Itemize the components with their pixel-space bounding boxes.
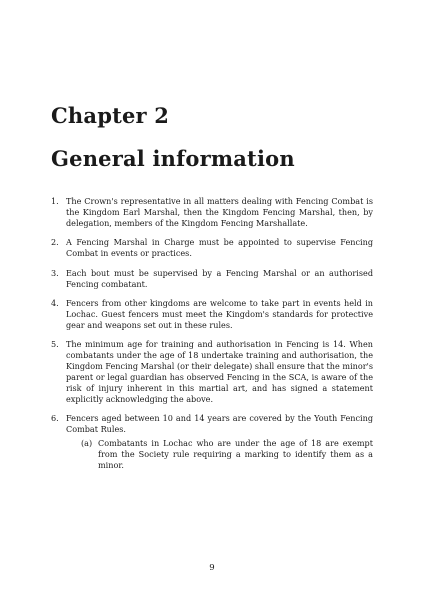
rule-text: A Fencing Marshal in Charge must be appointed to supervise Fencing Combat in events or practices.: [66, 237, 373, 259]
page-number: 9: [209, 563, 215, 573]
rule-text: The minimum age for training and authorisation in Fencing is 14. When combatants under the age of 18 undertake training and authorisation, the Kingdom Fencing Marshal (or their delegate) shall ensure that the minor's parent or legal guardian has observed Fencing in the SCA, is aware of the risk of injury inherent in this martial art, and has signed a statement explicitly acknowledging the above.: [66, 339, 373, 404]
rule-item: [51, 298, 373, 331]
sub-rule-item: [66, 438, 373, 471]
rules-list: [51, 196, 373, 480]
rule-text: Each bout must be supervised by a Fencing Marshal or an authorised Fencing combatant.: [66, 267, 373, 289]
sub-rule-text: Combatants in Lochac who are under the age of 18 are exempt from the Society rule requiring a marking to identify them as a minor.: [98, 438, 373, 471]
rule-item: [51, 413, 373, 471]
rule-text: Fencers from other kingdoms are welcome to take part in events held in Lochac. Guest fencers must meet the Kingdom's standards for protective gear and weapons set out in these rules.: [66, 298, 373, 330]
rule-number: 4.: [51, 298, 59, 309]
sub-rule-number: (a): [81, 438, 93, 449]
rule-item: [51, 196, 373, 229]
rule-text: The Crown's representative in all matters dealing with Fencing Combat is the Kingdom Earl Marshal, then the Kingdom Fencing Marshal, then, by delegation, members of the Kingdom Fencing Marshallate.: [66, 196, 373, 228]
rule-item: [51, 339, 373, 404]
rule-number: 2.: [51, 237, 59, 248]
rule-number: 5.: [51, 339, 59, 350]
rule-item: [51, 268, 373, 290]
chapter-title: General information: [51, 146, 295, 171]
rule-number: 3.: [51, 267, 59, 278]
rule-text: Fencers aged between 10 and 14 years are covered by the Youth Fencing Combat Rules.: [66, 413, 373, 435]
chapter-label: Chapter 2: [51, 103, 170, 128]
rule-number: 6.: [51, 413, 59, 424]
rule-number: 1.: [51, 196, 59, 206]
rule-item: [51, 237, 373, 259]
